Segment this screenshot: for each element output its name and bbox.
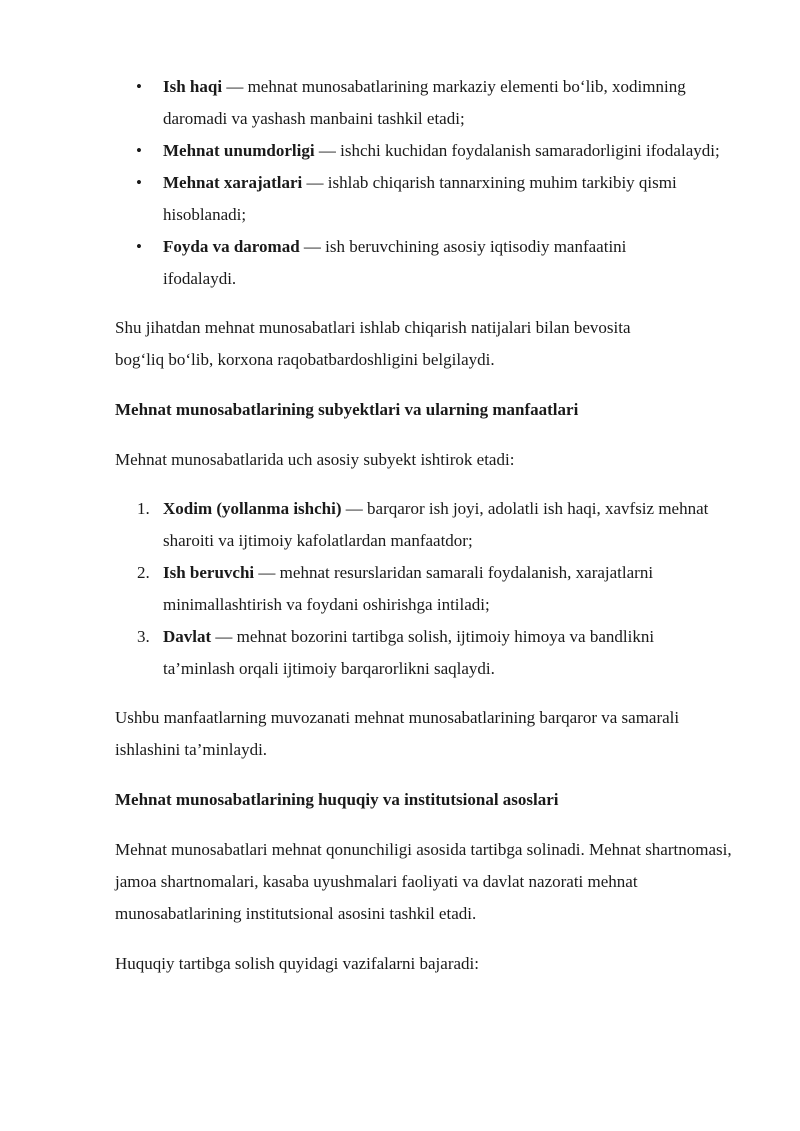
list-item (137, 621, 723, 685)
paragraph: Mehnat munosabatlari mehnat qonunchiligi asosida tartibga solinadi. Mehnat shartnomasi, jamoa shartnomalari, kasaba uyushmalari faoliyati va davlat nazorati mehnat munosabatlarining institutsional asosini tashkil etadi. (115, 840, 732, 923)
list-item-number: 1. (137, 499, 150, 518)
list-item-text: — barqaror ish joyi, adolatli ish haqi, xavfsiz mehnat sharoiti va ijtimoiy kafolatlardan manfaatdor; (163, 499, 709, 550)
paragraph-line: Shu jihatdan mehnat munosabatlari ishlab chiqarish natijalari bilan bevosita (115, 318, 631, 337)
paragraph (115, 312, 740, 376)
list-item-number: 2. (137, 563, 150, 582)
paragraph: Huquqiy tartibga solish quyidagi vazifalarni bajaradi: (115, 954, 479, 973)
section-heading: Mehnat munosabatlarining huquqiy va institutsional asoslari (115, 790, 559, 809)
list-item (137, 493, 723, 557)
list-item-term: Ish beruvchi (163, 563, 255, 582)
list-item-text: — mehnat resurslaridan samarali foydalanish, xarajatlarni minimallashtirish va foydani oshirishga intiladi; (163, 563, 654, 614)
list-item (163, 167, 743, 231)
list-item (163, 71, 743, 135)
list-item-term: Davlat (163, 627, 212, 646)
list-item (137, 557, 723, 621)
list-item (163, 231, 703, 295)
bullet-list (115, 71, 740, 295)
list-item-term: Mehnat xarajatlari (163, 173, 303, 192)
paragraph: Mehnat munosabatlarida uch asosiy subyekt ishtirok etadi: (115, 450, 515, 469)
list-item-term: Mehnat unumdorligi (163, 141, 315, 160)
list-item-text: — mehnat bozorini tartibga solish, ijtimoiy himoya va bandlikni ta’minlash orqali ijtimoiy barqarorlikni saqlaydi. (163, 627, 655, 678)
paragraph-line: bog‘liq bo‘lib, korxona raqobatbardoshligini belgilaydi. (115, 350, 495, 369)
list-item-term: Xodim (yollanma ishchi) (163, 499, 342, 518)
list-item-term: Foyda va daromad (163, 237, 300, 256)
numbered-list (115, 493, 740, 685)
list-item-text: — ishchi kuchidan foydalanish samaradorligini ifodalaydi; (314, 141, 720, 160)
list-item (163, 135, 723, 167)
paragraph: Ushbu manfaatlarning muvozanati mehnat munosabatlarining barqaror va samarali ishlashini ta’minlaydi. (115, 708, 680, 759)
list-item-text: — ishlab chiqarish tannarxining muhim tarkibiy qismi hisoblanadi; (163, 173, 677, 224)
list-item-text: — mehnat munosabatlarining markaziy elementi bo‘lib, xodimning daromadi va yashash manbaini tashkil etadi; (163, 77, 686, 128)
list-item-term: Ish haqi (163, 77, 223, 96)
list-item-number: 3. (137, 627, 150, 646)
list-item-text: — ish beruvchining asosiy iqtisodiy manfaatini ifodalaydi. (163, 237, 627, 288)
section-heading: Mehnat munosabatlarining subyektlari va ularning manfaatlari (115, 400, 579, 419)
